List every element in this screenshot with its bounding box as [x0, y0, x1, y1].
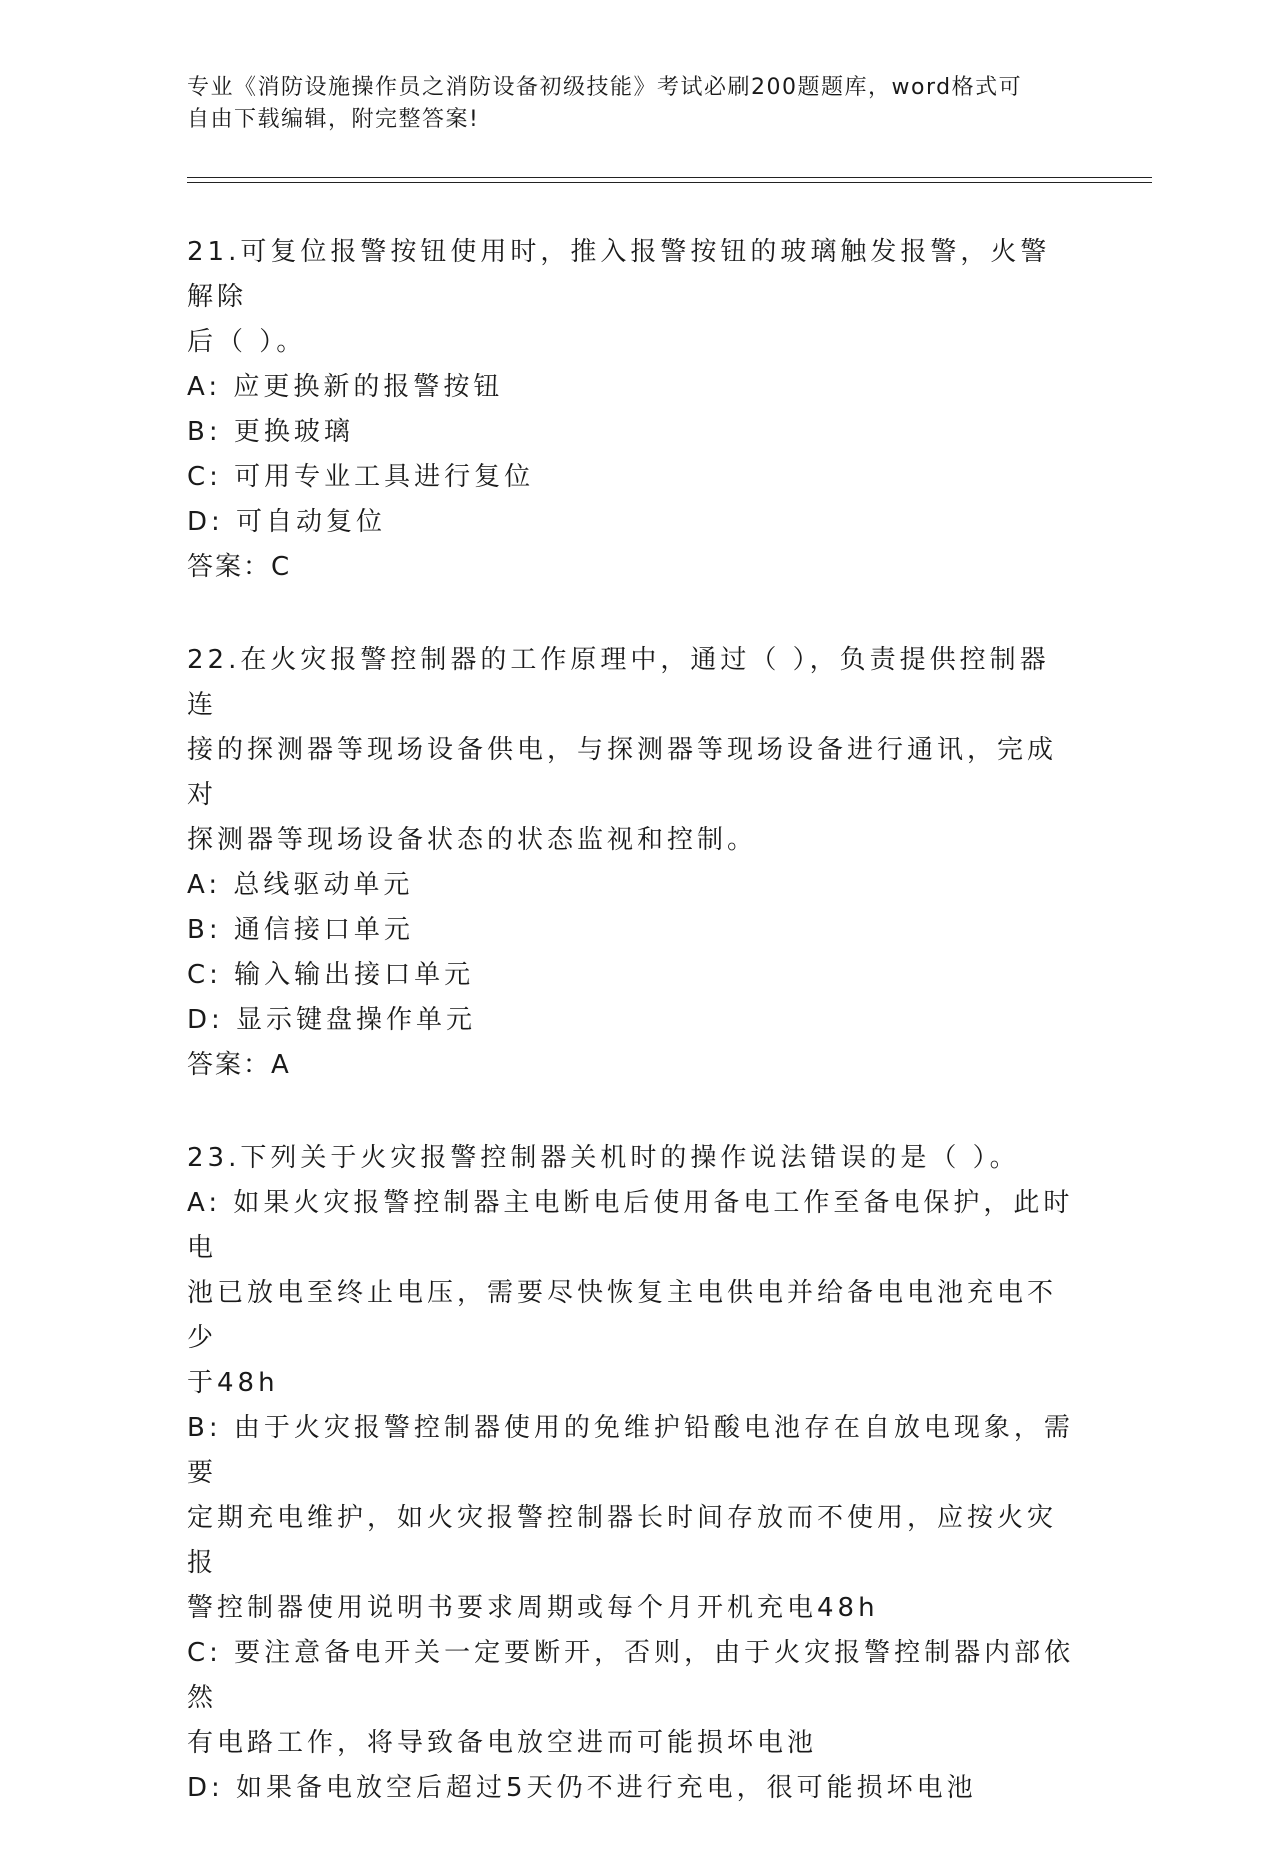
- question-list: [187, 230, 1077, 1859]
- option-d: D: 如果备电放空后超过5天仍不进行充电，很可能损坏电池: [187, 1773, 977, 1803]
- option-a: A: 应更换新的报警按钮: [187, 372, 504, 402]
- answer-line: 答案：C: [187, 552, 292, 582]
- option-d: D: 显示键盘操作单元: [187, 1005, 477, 1035]
- header-rule-top: [187, 177, 1152, 178]
- option-c: C: 输入输出接口单元: [187, 960, 475, 990]
- question-21: [187, 230, 1077, 590]
- header-rule-bottom: [187, 182, 1152, 183]
- answer-line: 答案：A: [187, 1050, 291, 1080]
- option-c: C: 要注意备电开关一定要断开，否则，由于火灾报警控制器内部依然 有电路工作，将导致备电放空进而可能损坏电池: [187, 1638, 1075, 1758]
- document-header: 专业《消防设施操作员之消防设备初级技能》考试必刷200题题库，word格式可 自由下载编辑，附完整答案!: [187, 75, 1023, 132]
- question-22: [187, 638, 1077, 1088]
- question-stem: 22.在火灾报警控制器的工作原理中，通过（ ），负责提供控制器连 接的探测器等现场设备供电，与探测器等现场设备进行通讯，完成对 探测器等现场设备状态的状态监视和控制。: [187, 645, 1058, 855]
- option-c: C: 可用专业工具进行复位: [187, 462, 535, 492]
- question-stem: 21.可复位报警按钮使用时，推入报警按钮的玻璃触发报警，火警解除 后（ ）。: [187, 237, 1051, 357]
- option-b: B: 通信接口单元: [187, 915, 414, 945]
- option-d: D: 可自动复位: [187, 507, 387, 537]
- option-b: B: 更换玻璃: [187, 417, 354, 447]
- question-stem: 23.下列关于火灾报警控制器关机时的操作说法错误的是（ ）。: [187, 1143, 1020, 1173]
- question-23: [187, 1136, 1077, 1811]
- option-b: B: 由于火灾报警控制器使用的免维护铅酸电池存在自放电现象，需要 定期充电维护，如火灾报警控制器长时间存放而不使用，应按火灾报 警控制器使用说明书要求周期或每个月开机充电48h: [187, 1413, 1074, 1623]
- option-a: A: 如果火灾报警控制器主电断电后使用备电工作至备电保护，此时电 池已放电至终止电压，需要尽快恢复主电供电并给备电电池充电不少 于48h: [187, 1188, 1074, 1398]
- option-a: A: 总线驱动单元: [187, 870, 414, 900]
